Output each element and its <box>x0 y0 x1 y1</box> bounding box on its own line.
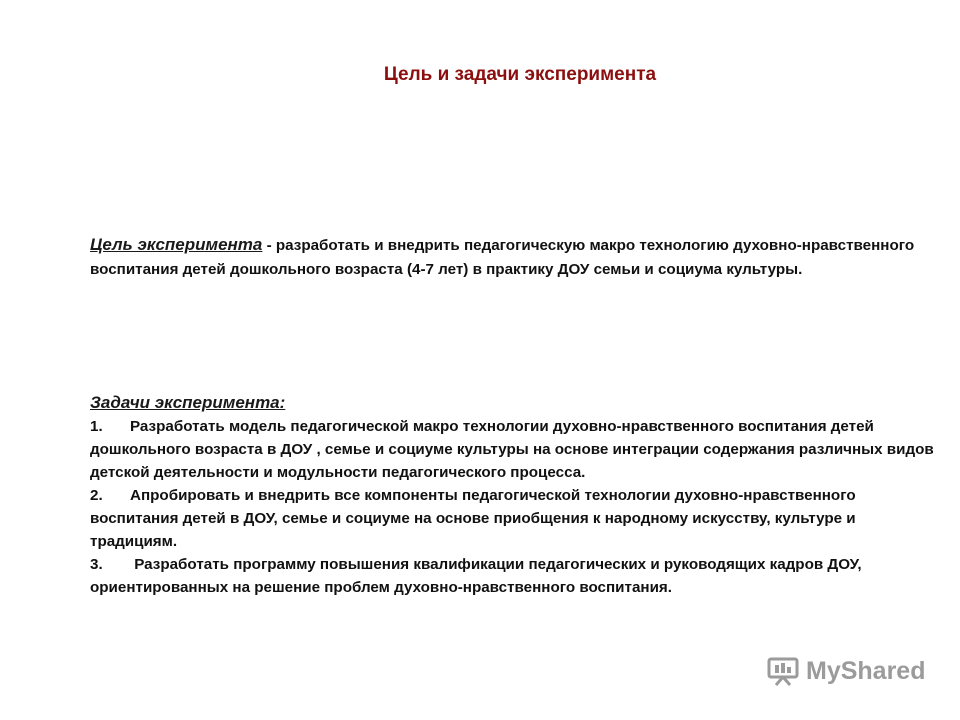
goal-heading: Цель эксперимента <box>90 235 263 254</box>
slide-title: Цель и задачи эксперимента <box>383 64 657 85</box>
tasks-heading: Задачи эксперимента: <box>90 393 286 412</box>
task-number: 1. <box>90 418 103 435</box>
task-number: 2. <box>90 487 103 504</box>
task-item-3 <box>90 553 945 599</box>
watermark-text: MyShared <box>806 656 926 685</box>
task-text: Разработать модель педагогической макро технологии духовно-нравственного воспитания детей дошкольного возраста в ДОУ , семье и социуме культуры на основе интеграции содержания различных видов детской деятельности и модульности педагогического процесса. <box>90 418 934 481</box>
task-text: Разработать программу повышения квалификации педагогических и руководящих кадров ДОУ, ориентированных на решение проблем духовно-нравственного воспитания. <box>90 556 862 596</box>
goal-text: - разработать и внедрить педагогическую макро технологию духовно-нравственного воспитания детей дошкольного возраста (4-7 лет) в практику ДОУ семьи и социума культуры. <box>90 237 915 278</box>
myshared-watermark <box>766 656 925 686</box>
task-text: Апробировать и внедрить все компоненты педагогической технологии духовно-нравственного воспитания детей в ДОУ, семье и социуме на основе приобщения к народному искусству, культуре и традициям. <box>90 487 856 550</box>
presentation-board-icon <box>766 656 800 686</box>
goal-paragraph <box>90 233 945 282</box>
task-item-1 <box>90 415 945 484</box>
task-item-2 <box>90 484 945 553</box>
tasks-section <box>90 391 945 599</box>
task-number: 3. <box>90 556 103 573</box>
